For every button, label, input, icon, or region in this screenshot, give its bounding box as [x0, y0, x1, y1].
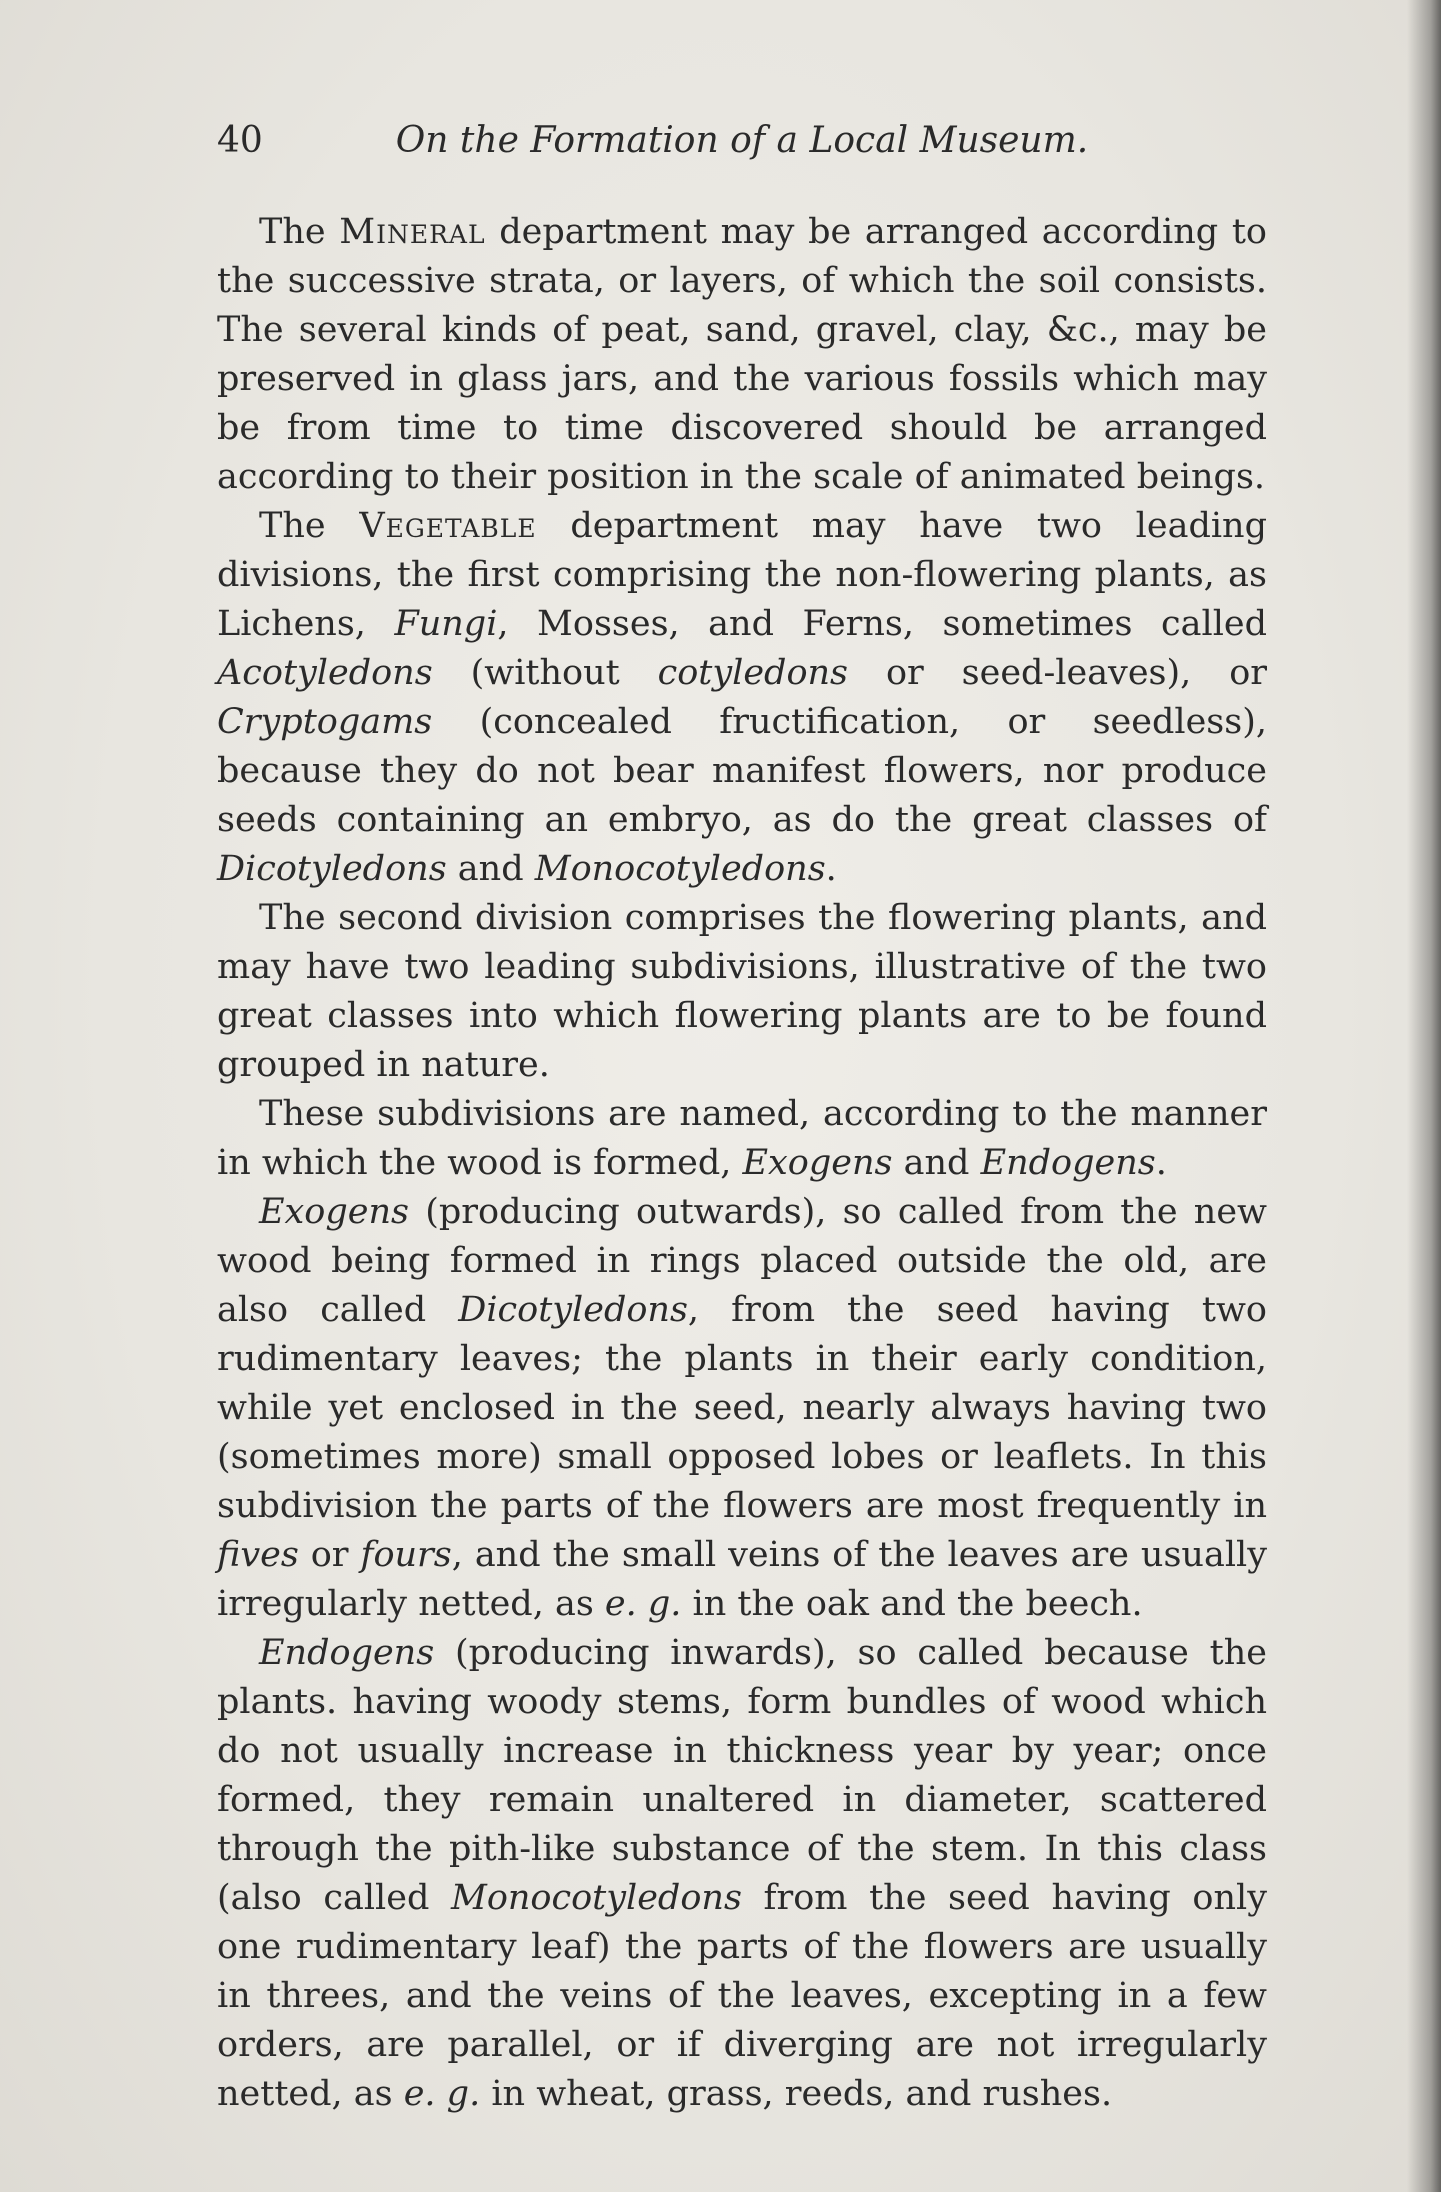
- paragraph-exogens: Exogens (producing outwards), so called from the new wood being formed in rings placed outside the old, are also called Dicotyledons, from the seed having two rudimentary leaves; the plants in their early condition, while yet enclosed in the seed, nearly always having two (sometimes more) small opposed lobes or leaflets. In this subdivision the parts of the flowers are most frequently in fives or fours, and the small veins of the leaves are usually irregularly netted, as e. g. in the oak and the beech.: [217, 1192, 1267, 1624]
- page-header: [217, 120, 1267, 170]
- vegetable-term: Vegetable: [359, 506, 537, 546]
- mineral-term: Mineral: [339, 212, 486, 252]
- running-title: On the Formation of a Local Museum.: [395, 120, 1089, 161]
- paragraph-endogens: Endogens (producing inwards), so called because the plants. having woody stems, form bundles of wood which do not usually increase in thickness year by year; once formed, they remain unaltered in diameter, scattered through the pith-like substance of the stem. In this class (also called Monocotyledons from the seed having only one rudimentary leaf) the parts of the flowers are usually in threes, and the veins of the leaves, excepting in a few orders, are parallel, or if diverging are not irregularly netted, as e. g. in wheat, grass, reeds, and rushes.: [217, 1633, 1267, 2114]
- paragraph-mineral: The Mineral department may be arranged according to the successive strata, or layers, of which the soil consists. The several kinds of peat, sand, gravel, clay, &c., may be preserved in glass jars, and the various fossils which may be from time to time discovered should be arranged according to their position in the scale of animated beings.: [217, 212, 1267, 497]
- paragraph-vegetable: The Vegetable department may have two leading divisions, the first comprising the non-flowering plants, as Lichens, Fungi, Mosses, and Ferns, sometimes called Acotyledons (without cotyledons or seed-leaves), or Cryptogams (concealed fructification, or seedless), because they do not bear manifest flowers, nor produce seeds containing an embryo, as do the great classes of Dicotyledons and Monocotyledons.: [217, 506, 1268, 889]
- spine-shadow: [1407, 0, 1441, 2192]
- paragraph-subdivisions: These subdivisions are named, according to the manner in which the wood is formed, Exogens and Endogens.: [217, 1094, 1267, 1183]
- body-text: [217, 208, 1267, 2119]
- page-number: 40: [217, 120, 263, 161]
- paragraph-second-division: The second division comprises the flowering plants, and may have two leading subdivisions, illustrative of the two great classes into which flowering plants are to be found grouped in nature.: [217, 898, 1267, 1085]
